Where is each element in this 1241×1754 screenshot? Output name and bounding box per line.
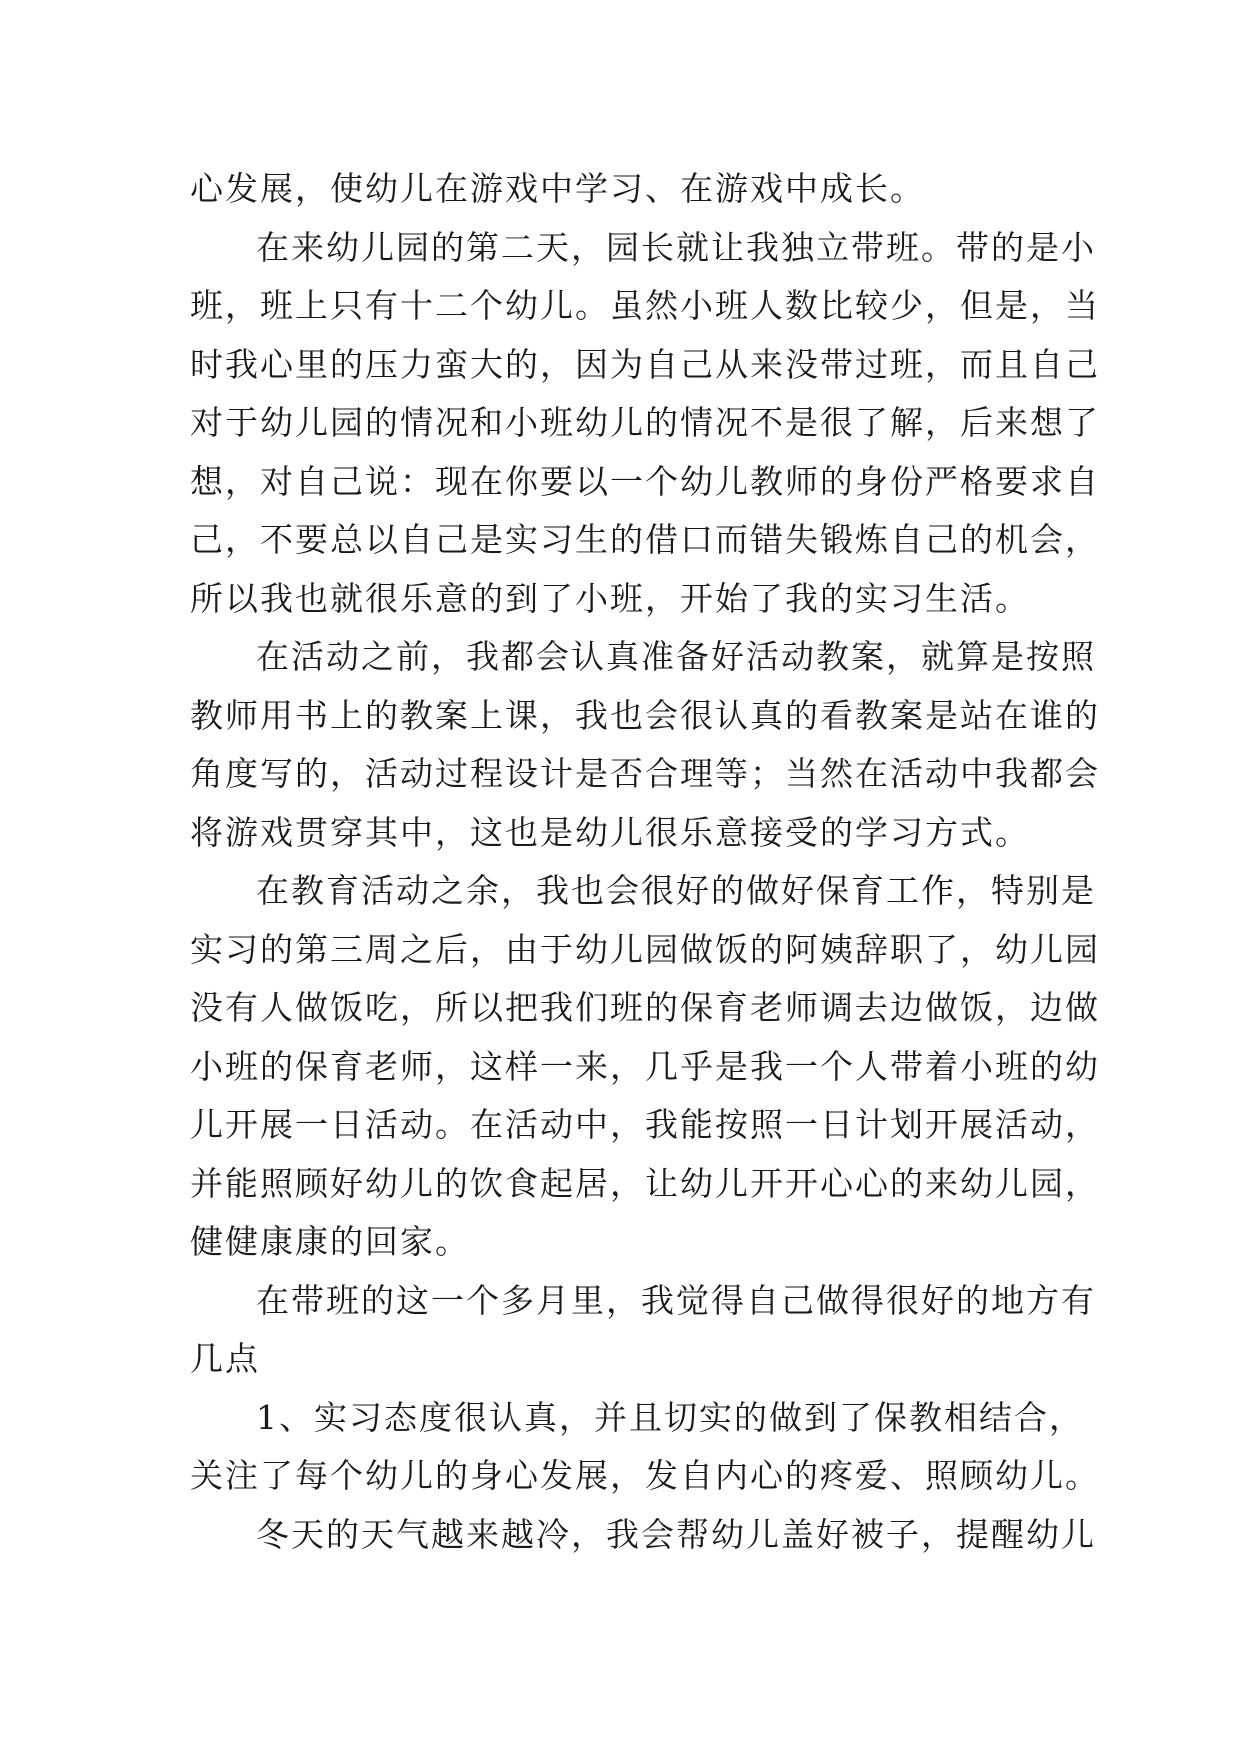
text-line: 想，对自己说：现在你要以一个幼儿教师的身份严格要求自 — [190, 461, 1100, 501]
text-line: 将游戏贯穿其中，这也是幼儿很乐意接受的学习方式。 — [190, 812, 1030, 852]
text-line: 小班的保育老师，这样一来，几乎是我一个人带着小班的幼 — [190, 1046, 1100, 1086]
text-line: 己，不要总以自己是实习生的借口而错失锻炼自己的机会， — [190, 520, 1100, 559]
body-text — [190, 160, 1100, 1564]
text-line: 冬天的天气越来越冷，我会帮幼儿盖好被子，提醒幼儿 — [256, 1514, 1096, 1554]
text-line: 时我心里的压力蛮大的，因为自己从来没带过班，而且自己 — [190, 344, 1100, 384]
text-line: 1、实习态度很认真，并且切实的做到了保教相结合， — [256, 1397, 1084, 1437]
text-line: 几点 — [190, 1339, 260, 1378]
text-line: 实习的第三周之后，由于幼儿园做饭的阿姨辞职了，幼儿园 — [190, 929, 1100, 969]
text-line: 班，班上只有十二个幼儿。虽然小班人数比较少，但是，当 — [190, 286, 1100, 325]
text-line: 没有人做饭吃，所以把我们班的保育老师调去边做饭，边做 — [190, 988, 1100, 1027]
text-line: 在带班的这一个多月里，我觉得自己做得很好的地方有 — [256, 1280, 1096, 1320]
text-line: 在活动之前，我都会认真准备好活动教案，就算是按照 — [256, 637, 1096, 676]
text-line: 儿开展一日活动。在活动中，我能按照一日计划开展活动， — [190, 1105, 1100, 1144]
text-line: 对于幼儿园的情况和小班幼儿的情况不是很了解，后来想了 — [190, 403, 1100, 442]
text-line: 在来幼儿园的第二天，园长就让我独立带班。带的是小 — [256, 227, 1096, 267]
text-line: 并能照顾好幼儿的饮食起居，让幼儿开开心心的来幼儿园， — [190, 1163, 1100, 1203]
text-line: 关注了每个幼儿的身心发展，发自内心的疼爱、照顾幼儿。 — [190, 1456, 1100, 1495]
text-line: 角度写的，活动过程设计是否合理等；当然在活动中我都会 — [190, 754, 1100, 793]
text-line: 教师用书上的教案上课，我也会很认真的看教案是站在谁的 — [190, 695, 1100, 735]
text-line: 心发展，使幼儿在游戏中学习、在游戏中成长。 — [190, 169, 925, 208]
text-line: 所以我也就很乐意的到了小班，开始了我的实习生活。 — [190, 578, 1030, 618]
text-line: 在教育活动之余，我也会很好的做好保育工作，特别是 — [256, 871, 1096, 910]
text-line: 健健康康的回家。 — [190, 1222, 470, 1261]
